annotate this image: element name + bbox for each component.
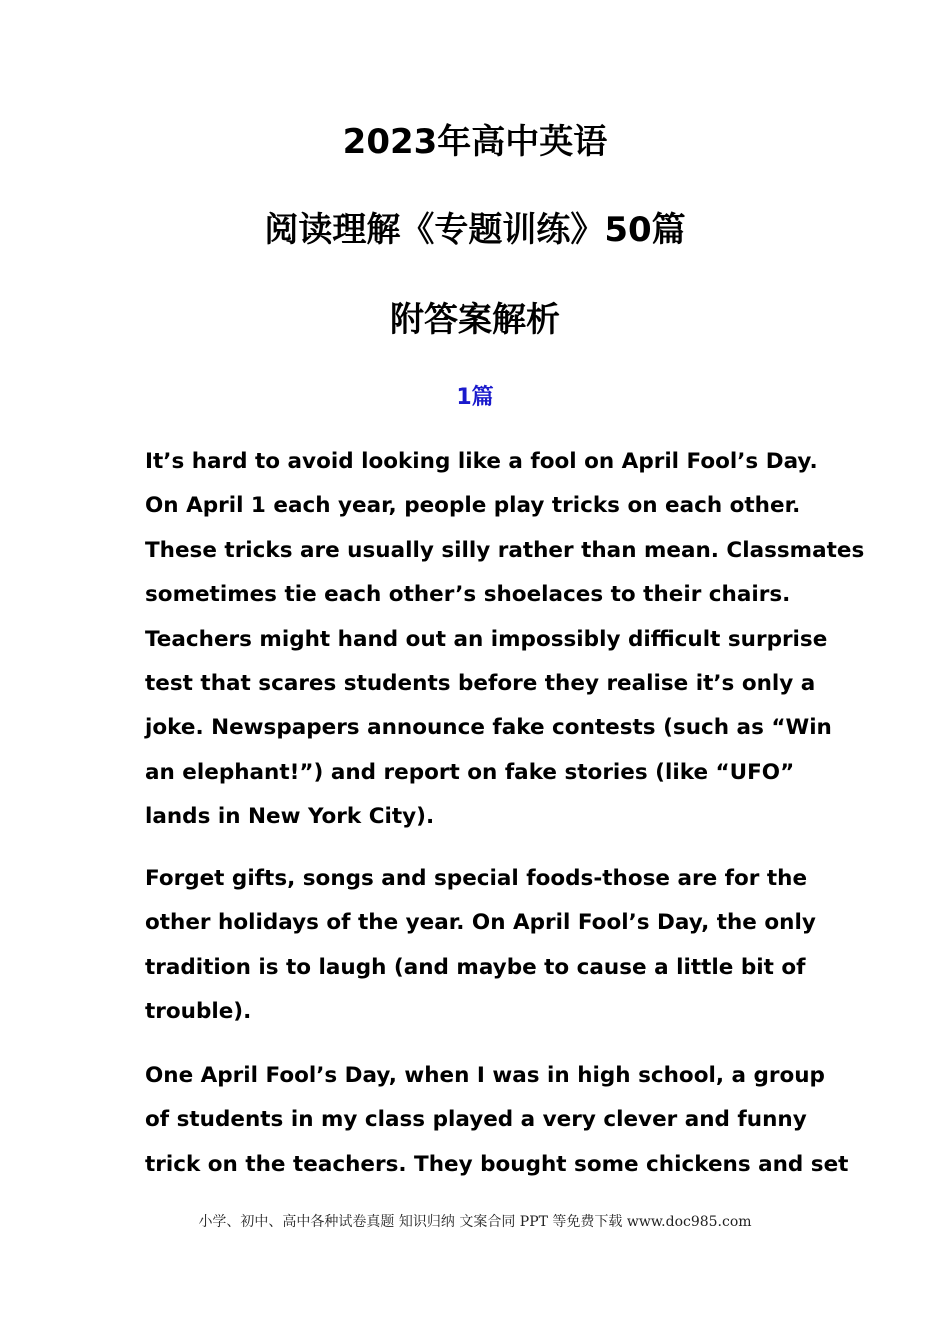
- paragraph-line: an elephant!”) and report on fake stories (like “UFO”: [145, 759, 795, 785]
- title-line-year: 2023年高中英语: [342, 122, 608, 162]
- title-line-answers: 附答案解析: [390, 300, 560, 340]
- paragraph-line: joke. Newspapers announce fake contests (such as “Win: [145, 715, 832, 741]
- paragraph-line: On April 1 each year, people play tricks on each other.: [145, 493, 801, 519]
- title-line-subject: 阅读理解《专题训练》50篇: [264, 210, 686, 250]
- paragraph-line: trick on the teachers. They bought some chickens and set: [145, 1151, 849, 1177]
- paragraph-line: tradition is to laugh (and maybe to cause a little bit of: [145, 954, 806, 980]
- paragraph-line: test that scares students before they realise it’s only a: [145, 671, 816, 697]
- passage-paragraph-2: [145, 857, 816, 1035]
- paragraph-line: These tricks are usually silly rather than mean. Classmates: [145, 537, 865, 563]
- page-footer: 小学、初中、高中各种试卷真题 知识归纳 文案合同 PPT 等免费下载 www.doc985.com: [198, 1214, 752, 1230]
- paragraph-line: One April Fool’s Day, when I was in high school, a group: [145, 1063, 825, 1088]
- passage-paragraph-1: [145, 440, 865, 840]
- section-label: 1篇: [456, 385, 494, 410]
- paragraph-line: lands in New York City).: [145, 804, 435, 830]
- paragraph-line: sometimes tie each other’s shoelaces to their chairs.: [145, 582, 791, 608]
- paragraph-line: It’s hard to avoid looking like a fool on April Fool’s Day.: [145, 449, 818, 474]
- passage-paragraph-3: [145, 1054, 849, 1187]
- paragraph-line: other holidays of the year. On April Fool’s Day, the only: [145, 910, 816, 936]
- paragraph-line: Forget gifts, songs and special foods-those are for the: [145, 866, 808, 891]
- paragraph-line: of students in my class played a very clever and funny: [145, 1107, 807, 1133]
- paragraph-line: Teachers might hand out an impossibly difficult surprise: [145, 626, 828, 652]
- paragraph-line: trouble).: [145, 999, 252, 1025]
